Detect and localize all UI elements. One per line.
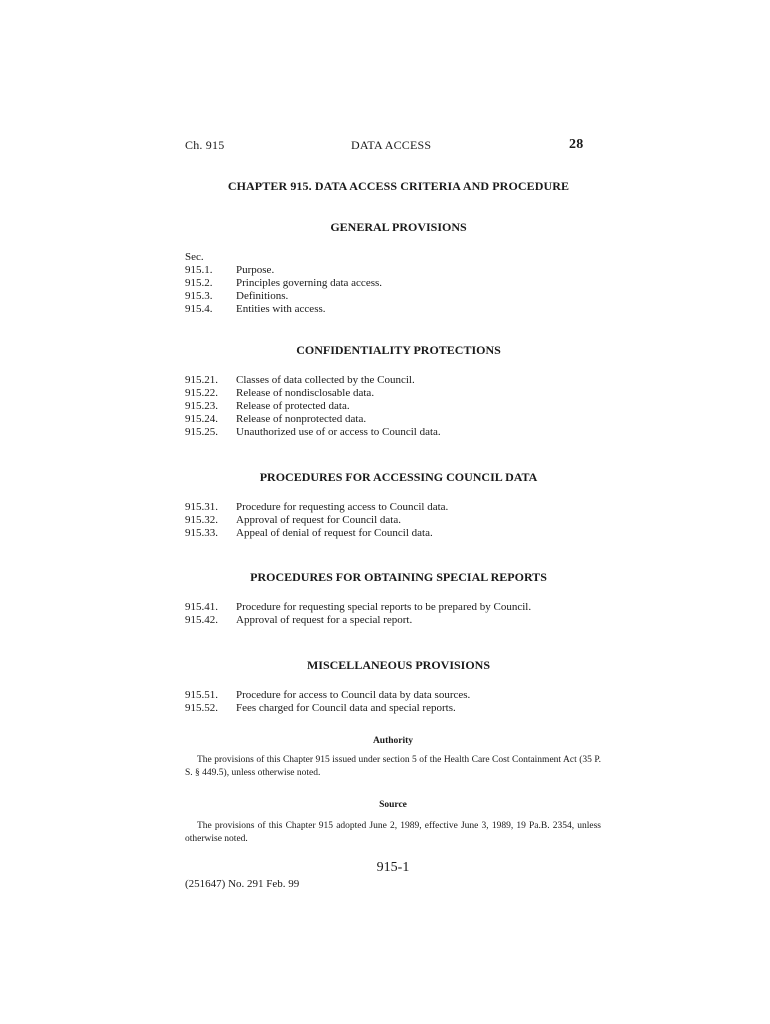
section-heading-miscellaneous: MISCELLANEOUS PROVISIONS xyxy=(306,658,491,672)
section-number: 915.41. xyxy=(185,601,218,613)
section-heading-special-reports: PROCEDURES FOR OBTAINING SPECIAL REPORTS xyxy=(250,570,547,584)
section-title: Procedure for access to Council data by data sources. xyxy=(236,689,471,701)
running-header-chapter: Ch. 915 xyxy=(185,138,225,152)
toc-row xyxy=(185,290,382,303)
section-title: Purpose. xyxy=(236,264,275,276)
toc-row xyxy=(185,277,382,290)
running-header-title: DATA ACCESS xyxy=(351,138,432,152)
section-number: 915.1. xyxy=(185,264,213,276)
authority-text: The provisions of this Chapter 915 issued under section 5 of the Health Care Cost Containment Act (35 P. S. § 449.5), unless otherwise noted. xyxy=(185,755,601,778)
section-title: Approval of request for a special report. xyxy=(236,614,413,626)
source-text: The provisions of this Chapter 915 adopted June 2, 1989, effective June 3, 1989, 19 Pa.B. 2354, unless otherwise noted. xyxy=(185,821,601,844)
section-number: 915.32. xyxy=(185,514,218,526)
sec-label-row xyxy=(185,251,382,264)
section-number: 915.42. xyxy=(185,614,218,626)
section-number: 915.24. xyxy=(185,413,218,425)
section-title: Fees charged for Council data and special reports. xyxy=(236,702,456,714)
section-heading-accessing: PROCEDURES FOR ACCESSING COUNCIL DATA xyxy=(259,470,538,484)
section-heading-confidentiality: CONFIDENTIALITY PROTECTIONS xyxy=(296,343,501,357)
toc-row xyxy=(185,400,441,413)
section-number: 915.33. xyxy=(185,527,218,539)
section-number: 915.51. xyxy=(185,689,218,701)
section-number: 915.52. xyxy=(185,702,218,714)
toc-row xyxy=(185,413,441,426)
sec-label: Sec. xyxy=(185,251,204,263)
toc-confidentiality xyxy=(185,374,441,439)
toc-row xyxy=(185,426,441,439)
section-heading-general: GENERAL PROVISIONS xyxy=(330,220,467,234)
toc-row xyxy=(185,614,531,627)
toc-row xyxy=(185,689,470,702)
section-title: Appeal of denial of request for Council data. xyxy=(236,527,433,539)
section-title: Release of nonprotected data. xyxy=(236,413,367,425)
page-number: 915-1 xyxy=(376,860,410,875)
section-title: Approval of request for Council data. xyxy=(236,514,401,526)
section-number: 915.21. xyxy=(185,374,218,386)
section-number: 915.31. xyxy=(185,501,218,513)
toc-general xyxy=(185,251,382,316)
chapter-title: CHAPTER 915. DATA ACCESS CRITERIA AND PROCEDURE xyxy=(227,179,570,193)
section-title: Principles governing data access. xyxy=(236,277,383,289)
running-header-page: 28 xyxy=(569,137,584,152)
source-heading: Source xyxy=(379,800,407,810)
section-title: Entities with access. xyxy=(236,303,326,315)
section-title: Release of nondisclosable data. xyxy=(236,387,375,399)
section-number: 915.4. xyxy=(185,303,213,315)
section-title: Release of protected data. xyxy=(236,400,350,412)
toc-row xyxy=(185,374,441,387)
toc-miscellaneous xyxy=(185,689,470,715)
section-number: 915.22. xyxy=(185,387,218,399)
toc-row xyxy=(185,387,441,400)
toc-special-reports xyxy=(185,601,531,627)
toc-row xyxy=(185,501,448,514)
toc-row xyxy=(185,264,382,277)
section-number: 915.25. xyxy=(185,426,218,438)
section-title: Classes of data collected by the Council. xyxy=(236,374,415,386)
toc-row xyxy=(185,601,531,614)
toc-row xyxy=(185,702,470,715)
toc-row xyxy=(185,303,382,316)
section-number: 915.2. xyxy=(185,277,213,289)
section-title: Definitions. xyxy=(236,290,289,302)
authority-heading: Authority xyxy=(372,736,414,746)
section-number: 915.23. xyxy=(185,400,218,412)
toc-row xyxy=(185,514,448,527)
section-title: Procedure for requesting access to Council data. xyxy=(236,501,449,513)
print-footer: (251647) No. 291 Feb. 99 xyxy=(185,878,300,890)
section-title: Unauthorized use of or access to Council data. xyxy=(236,426,441,438)
toc-row xyxy=(185,527,448,540)
section-title: Procedure for requesting special reports to be prepared by Council. xyxy=(236,601,532,613)
toc-accessing xyxy=(185,501,448,540)
section-number: 915.3. xyxy=(185,290,213,302)
